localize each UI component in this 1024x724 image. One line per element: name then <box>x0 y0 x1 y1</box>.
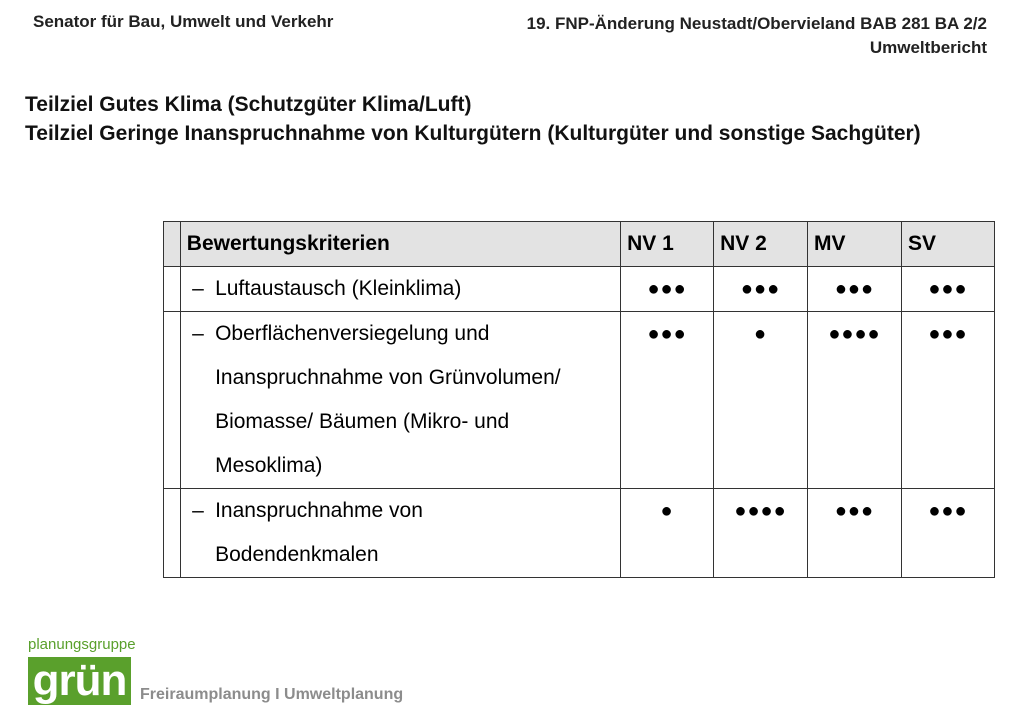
row-criteria <box>215 267 621 312</box>
header-mv: MV <box>808 222 902 267</box>
criteria-line: Luftaustausch (Kleinklima) <box>215 277 462 300</box>
criteria-line: Inanspruchnahme von Grünvolumen/ <box>215 366 561 389</box>
row-dash: – <box>180 489 215 578</box>
header-criteria: Bewertungskriterien <box>180 222 620 267</box>
rating-nv2: ● <box>714 312 808 489</box>
criteria-line: Oberflächenversiegelung und <box>215 322 490 345</box>
rating-sv: ●●● <box>901 267 994 312</box>
criteria-table <box>163 221 995 578</box>
header-nv2: NV 2 <box>714 222 808 267</box>
rating-nv1: ●●● <box>621 267 714 312</box>
rating-mv: ●●● <box>808 489 902 578</box>
rating-mv: ●●● <box>808 267 902 312</box>
header-left: Senator für Bau, Umwelt und Verkehr <box>33 12 334 31</box>
header-nv1: NV 1 <box>621 222 714 267</box>
header-right-subtitle: Umweltbericht <box>869 38 987 57</box>
criteria-line: Bodendenkmalen <box>215 543 379 566</box>
header-right <box>527 12 987 60</box>
table-row <box>164 312 995 489</box>
logo-main-text: grün <box>28 657 131 705</box>
row-criteria <box>215 312 621 489</box>
planungsgruppe-gruen-logo <box>28 636 136 705</box>
rating-nv1: ● <box>621 489 714 578</box>
table-row <box>164 489 995 578</box>
rating-nv2: ●●●● <box>714 489 808 578</box>
header-sv: SV <box>901 222 994 267</box>
row-dash: – <box>180 312 215 489</box>
header-right-title: 19. FNP-Änderung Neustadt/Obervieland BAB 281 BA 2/2 <box>526 14 987 33</box>
row-dash: – <box>180 267 215 312</box>
row-blank-cell <box>164 312 181 489</box>
rating-mv: ●●●● <box>808 312 902 489</box>
criteria-line: Biomasse/ Bäumen (Mikro- und <box>215 410 510 433</box>
table-header-row <box>164 222 995 267</box>
footer-text: Freiraumplanung I Umweltplanung <box>140 686 404 703</box>
title-line-1: Teilziel Gutes Klima (Schutzgüter Klima/Luft) <box>25 93 472 116</box>
logo-top-text: planungsgruppe <box>28 636 136 653</box>
rating-sv: ●●● <box>901 489 994 578</box>
rating-nv1: ●●● <box>621 312 714 489</box>
title-line-2: Teilziel Geringe Inanspruchnahme von Kulturgütern (Kulturgüter und sonstige Sachgüter) <box>25 122 921 145</box>
criteria-line: Inanspruchnahme von <box>215 499 423 522</box>
table-row <box>164 267 995 312</box>
rating-nv2: ●●● <box>714 267 808 312</box>
row-criteria <box>215 489 621 578</box>
rating-sv: ●●● <box>901 312 994 489</box>
criteria-line: Mesoklima) <box>215 454 323 477</box>
section-titles <box>25 90 985 148</box>
header-blank-cell <box>164 222 181 267</box>
row-blank-cell <box>164 267 181 312</box>
row-blank-cell <box>164 489 181 578</box>
